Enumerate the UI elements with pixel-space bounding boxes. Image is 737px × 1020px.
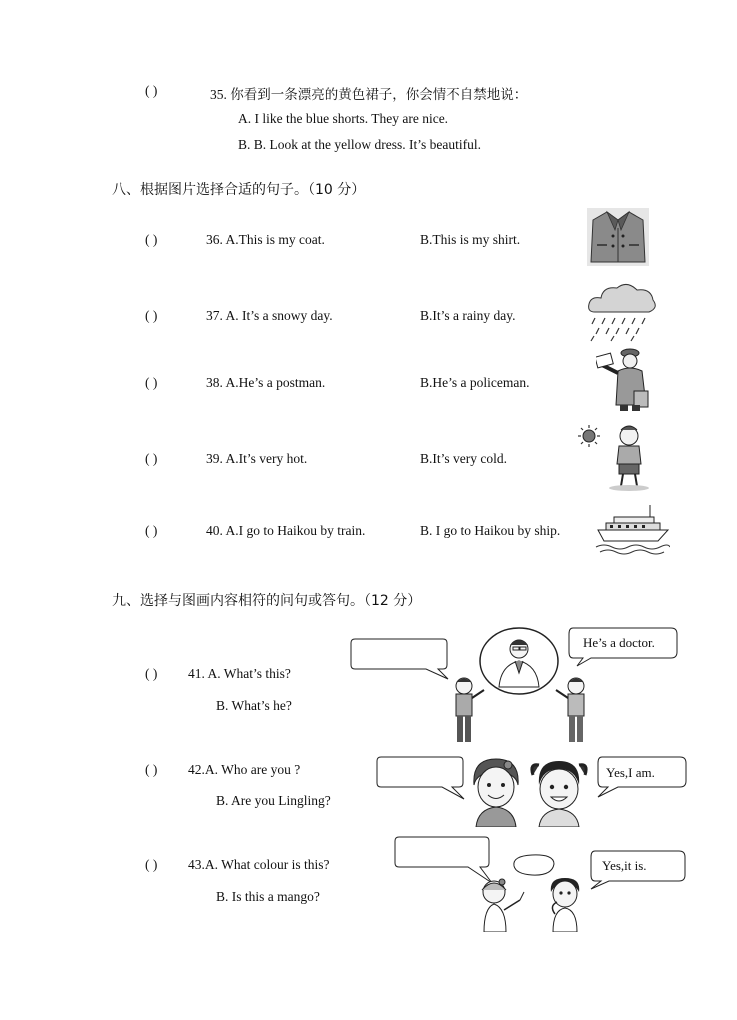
answer-paren-41[interactable]: ( ): [145, 666, 158, 681]
question-38-option-b: B.He’s a policeman.: [420, 375, 530, 390]
question-38-option-a: 38. A.He’s a postman.: [206, 375, 326, 390]
question-37-option-b: B.It’s a rainy day.: [420, 308, 516, 323]
girl-pointing-icon: [472, 878, 532, 932]
rain-cloud-icon: [585, 280, 659, 342]
answer-paren-42[interactable]: ( ): [145, 762, 158, 777]
question-35-option-a: A. I like the blue shorts. They are nice.: [238, 111, 449, 126]
speech-bubble-41-text: He’s a doctor.: [583, 635, 655, 650]
empty-speech-bubble-42: [376, 755, 468, 801]
question-35-stem: 35. 你看到一条漂亮的黄色裙子，你会情不自禁地说：: [210, 87, 528, 102]
postman-icon: [596, 345, 654, 413]
question-42-option-b: B. Are you Lingling?: [216, 793, 331, 808]
question-40-option-a: 40. A.I go to Haikou by train.: [206, 523, 366, 538]
question-36-option-a: 36. A.This is my coat.: [206, 232, 325, 247]
answer-paren-35[interactable]: ( ): [145, 83, 158, 98]
empty-speech-bubble-41: [350, 637, 452, 683]
question-41-option-b: B. What’s he?: [216, 698, 292, 713]
section-8-title: 八、根据图片选择合适的句子。（10 分）: [112, 182, 366, 198]
question-43-option-a: 43.A. What colour is this?: [188, 857, 330, 872]
mango-outline-icon: [510, 852, 556, 878]
answer-paren-36[interactable]: ( ): [145, 232, 158, 247]
question-39-option-b: B.It’s very cold.: [420, 451, 507, 466]
ship-icon: [594, 503, 670, 555]
boy-left-icon: [446, 676, 486, 746]
speech-bubble-42-text: Yes,I am.: [606, 765, 655, 780]
answer-paren-37[interactable]: ( ): [145, 308, 158, 323]
question-36-option-b: B.This is my shirt.: [420, 232, 521, 247]
answer-paren-40[interactable]: ( ): [145, 523, 158, 538]
girl-thinking-icon: [545, 876, 585, 932]
question-40-option-b: B. I go to Haikou by ship.: [420, 523, 561, 538]
question-39-option-a: 39. A.It’s very hot.: [206, 451, 308, 466]
hot-boy-icon: [577, 422, 653, 492]
question-35-option-b: B. B. Look at the yellow dress. It’s beautiful.: [238, 137, 481, 152]
girl-right-icon: [529, 755, 589, 827]
answer-paren-43[interactable]: ( ): [145, 857, 158, 872]
answer-paren-39[interactable]: ( ): [145, 451, 158, 466]
question-37-option-a: 37. A. It’s a snowy day.: [206, 308, 333, 323]
question-41-option-a: 41. A. What’s this?: [188, 666, 291, 681]
coat-icon: [587, 208, 649, 266]
speech-bubble-43-text: Yes,it is.: [602, 858, 647, 873]
section-9-title: 九、选择与图画内容相符的问句或答句。（12 分）: [112, 593, 422, 609]
doctor-thought-circle: [477, 625, 561, 697]
answer-paren-38[interactable]: ( ): [145, 375, 158, 390]
question-42-option-a: 42.A. Who are you ?: [188, 762, 301, 777]
question-43-option-b: B. Is this a mango?: [216, 889, 320, 904]
boy-right-icon: [554, 676, 594, 746]
girl-left-icon: [468, 755, 524, 827]
